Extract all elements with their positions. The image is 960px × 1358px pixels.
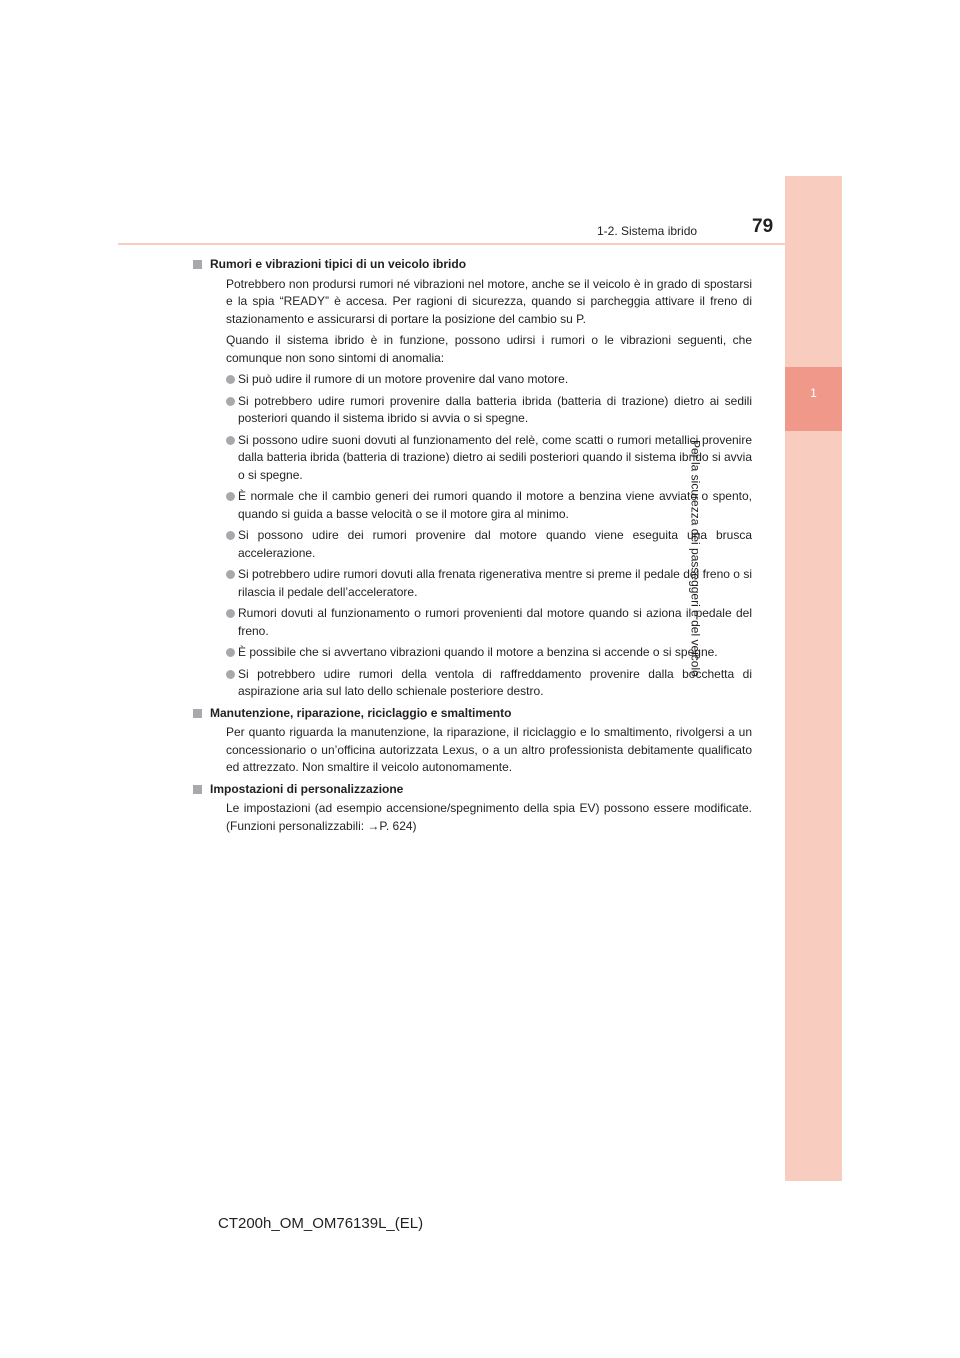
heading-text: Impostazioni di personalizzazione xyxy=(210,781,404,796)
page-content xyxy=(210,256,752,839)
section-heading xyxy=(193,781,752,799)
list-item xyxy=(210,488,752,523)
heading-text: Manutenzione, riparazione, riciclaggio e smaltimento xyxy=(210,705,512,720)
chapter-number: 1 xyxy=(810,386,817,400)
square-bullet-icon xyxy=(193,260,202,269)
list-item-text: Rumori dovuti al funzionamento o rumori provenienti dal motore quando si aziona il pedale del freno. xyxy=(238,606,752,638)
list-item xyxy=(210,644,752,662)
round-bullet-icon xyxy=(226,648,235,657)
list-item xyxy=(210,666,752,701)
paragraph: Potrebbero non prodursi rumori né vibrazioni nel motore, anche se il veicolo è in grado di spostarsi e la spia “READY” è accesa. Per ragioni di sicurezza, quando si parcheggia attivare il freno di stazionamento e assicurarsi di portare la posizione del cambio su P. xyxy=(226,276,752,326)
section-maintenance xyxy=(210,705,752,777)
list-item-text: È normale che il cambio generi dei rumori quando il motore a benzina viene avviato o spento, quando si guida a basse velocità o se il motore gira al minimo. xyxy=(238,489,752,521)
section-noise-vibration xyxy=(210,256,752,701)
chapter-title: Per la sicurezza dei passeggeri e del veicolo xyxy=(688,440,703,677)
list-item-text: Si possono udire dei rumori provenire dal motore quando viene eseguita una brusca accelerazione. xyxy=(238,528,752,560)
list-item-text: Si potrebbero udire rumori della ventola di raffreddamento provenire dalla bocchetta di aspirazione aria sul lato dello schienale posteriore destro. xyxy=(238,666,752,698)
header-section-title: 1-2. Sistema ibrido xyxy=(597,224,698,238)
list-item xyxy=(210,393,752,428)
footer-code: CT200h_OM_OM76139L_(EL) xyxy=(218,1215,424,1232)
round-bullet-icon xyxy=(226,570,235,579)
page-number: 79 xyxy=(752,216,774,237)
list-item-text: È possibile che si avvertano vibrazioni quando il motore a benzina si accende o si spegne. xyxy=(238,645,718,659)
paragraph: Per quanto riguarda la manutenzione, la riparazione, il riciclaggio e lo smaltimento, rivolgersi a un concessionario o un’officina autorizzata Lexus, o a un altro professionista debitamente qualificato ed attrezzato. Non smaltire il veicolo autonomamente. xyxy=(226,725,752,774)
section-heading xyxy=(193,256,752,274)
paragraph: Quando il sistema ibrido è in funzione, possono udirsi i rumori o le vibrazioni seguenti, che comunque non sono sintomi di anomalia: xyxy=(226,333,752,365)
round-bullet-icon xyxy=(226,531,235,540)
header-rule xyxy=(118,243,785,245)
list-item-text: Si possono udire suoni dovuti al funzionamento del relè, come scatti o rumori metallici provenire dalla batteria ibrida (batteria di trazione) dietro ai sedili posteriori quando il sistema ibrido si avvia o si spegne. xyxy=(238,432,752,482)
list-item-text: Si potrebbero udire rumori dovuti alla frenata rigenerativa mentre si preme il pedale del freno o si rilascia il pedale dell’acceleratore. xyxy=(238,567,752,599)
section-customization xyxy=(210,781,752,836)
round-bullet-icon xyxy=(226,492,235,501)
list-item-text: Si può udire il rumore di un motore provenire dal vano motore. xyxy=(238,372,569,386)
list-item xyxy=(210,566,752,601)
round-bullet-icon xyxy=(226,397,235,406)
round-bullet-icon xyxy=(226,436,235,445)
round-bullet-icon xyxy=(226,670,235,679)
list-item xyxy=(210,605,752,640)
list-item xyxy=(210,371,752,389)
list-item-text: Si potrebbero udire rumori provenire dalla batteria ibrida (batteria di trazione) dietro ai sedili posteriori quando il sistema ibrido si avvia o si spegne. xyxy=(238,393,752,425)
square-bullet-icon xyxy=(193,709,202,718)
paragraph: Le impostazioni (ad esempio accensione/spegnimento della spia EV) possono essere modificate. (Funzioni personalizzabili: →P. 624) xyxy=(226,801,752,833)
section-heading xyxy=(193,705,752,723)
square-bullet-icon xyxy=(193,785,202,794)
list-item xyxy=(210,527,752,562)
side-color-band xyxy=(785,176,842,1181)
list-item xyxy=(210,432,752,485)
heading-text: Rumori e vibrazioni tipici di un veicolo ibrido xyxy=(210,257,467,271)
round-bullet-icon xyxy=(226,375,235,384)
round-bullet-icon xyxy=(226,609,235,618)
